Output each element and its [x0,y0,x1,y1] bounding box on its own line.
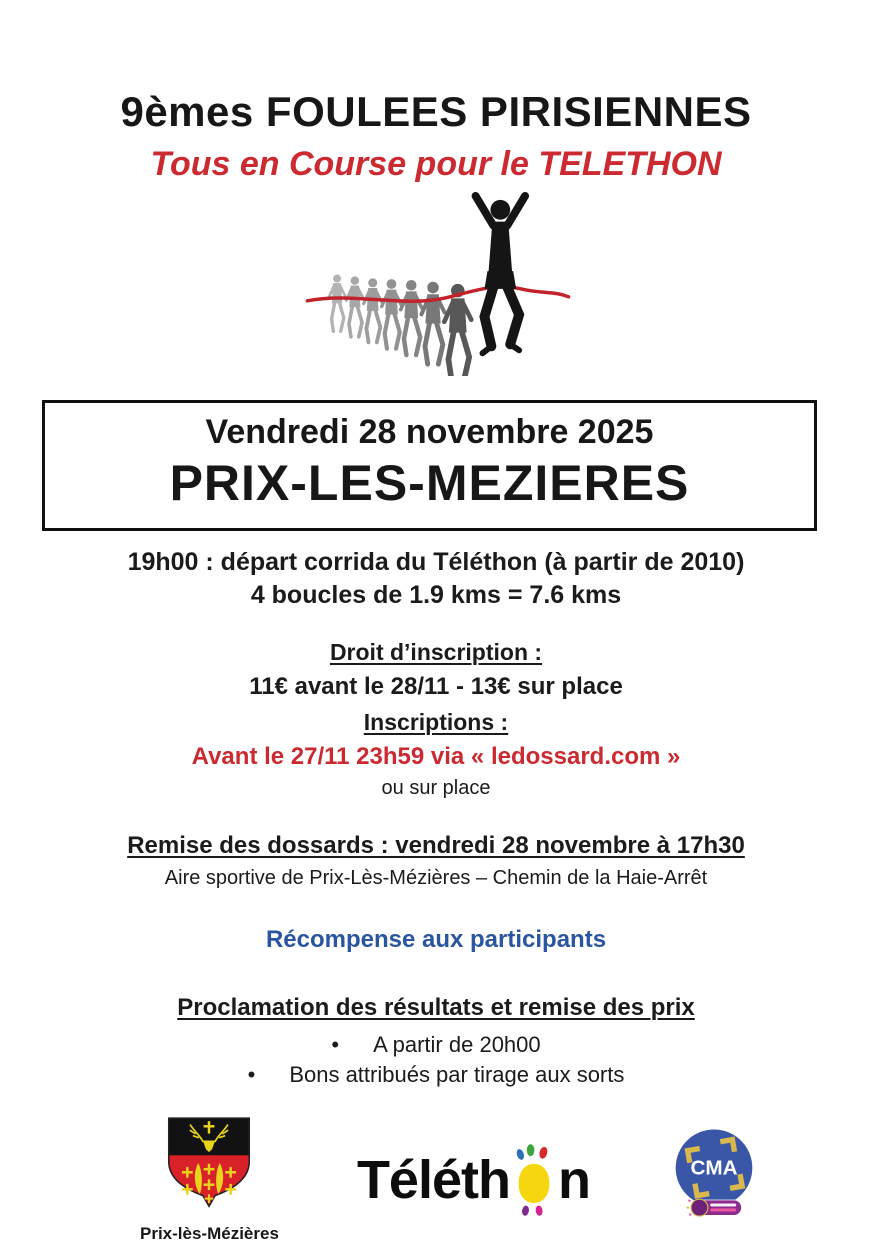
cma-label-badge-icon [687,1200,742,1217]
cma-logo-block [668,1123,760,1236]
bullet-icon: • [331,1032,340,1057]
event-date: Vendredi 28 novembre 2025 [205,413,654,451]
bib-pickup-location: Aire sportive de Prix-Lès-Mézières – Chemin de la Haie-Arrêt [164,867,708,889]
bullet-icon: • [247,1061,256,1087]
start-time-line: 19h00 : départ corrida du Téléthon (à partir de 2010) [127,548,745,576]
schedule-section [0,546,872,612]
results-bullet-list [0,1030,872,1089]
coat-of-arms-block [140,1115,279,1244]
bullet-text: A partir de 20h00 [373,1032,541,1057]
inscriptions-heading: Inscriptions : [363,709,509,735]
runners-finish-icon [296,188,576,376]
results-heading: Proclamation des résultats et remise des prix [177,994,695,1021]
online-registration-line: Avant le 27/11 23h59 via « ledossard.com » [191,743,681,770]
reward-line: Récompense aux participants [265,926,607,953]
finish-line-illustration [0,188,872,376]
course-distance-line: 4 boucles de 1.9 kms = 7.6 kms [250,581,622,609]
telethon-text-left: Téléth [356,1149,510,1210]
poster-title: 9èmes FOULEES PIRISIENNES [120,88,752,135]
cma-logo-text: CMA [690,1157,738,1181]
prix-les-mezieres-coat-of-arms-icon [161,1115,257,1211]
footer-logos-row [140,1115,760,1244]
list-item [0,1030,872,1060]
fee-heading: Droit d’inscription : [329,639,543,665]
telethon-logo [357,1143,590,1217]
onsite-registration-line: ou sur place [381,777,491,799]
bib-pickup-heading: Remise des dossards : vendredi 28 novembre à 17h30 [127,832,745,859]
telethon-hand-icon [511,1143,557,1217]
results-section [0,994,872,1089]
cma-logo-icon [668,1123,760,1231]
event-location: PRIX-LES-MEZIERES [169,455,690,511]
bullet-text: Bons attribués par tirage aux sorts [289,1061,625,1087]
inscription-section [0,639,872,800]
bib-pickup-section [0,832,872,890]
poster-subtitle: Tous en Course pour le TELETHON [150,145,722,183]
list-item [0,1060,872,1090]
telethon-text-right: n [557,1149,590,1210]
coat-of-arms-label: Prix-lès-Mézières [140,1224,279,1244]
date-location-box [42,400,817,531]
price-line: 11€ avant le 28/11 - 13€ sur place [249,673,623,700]
